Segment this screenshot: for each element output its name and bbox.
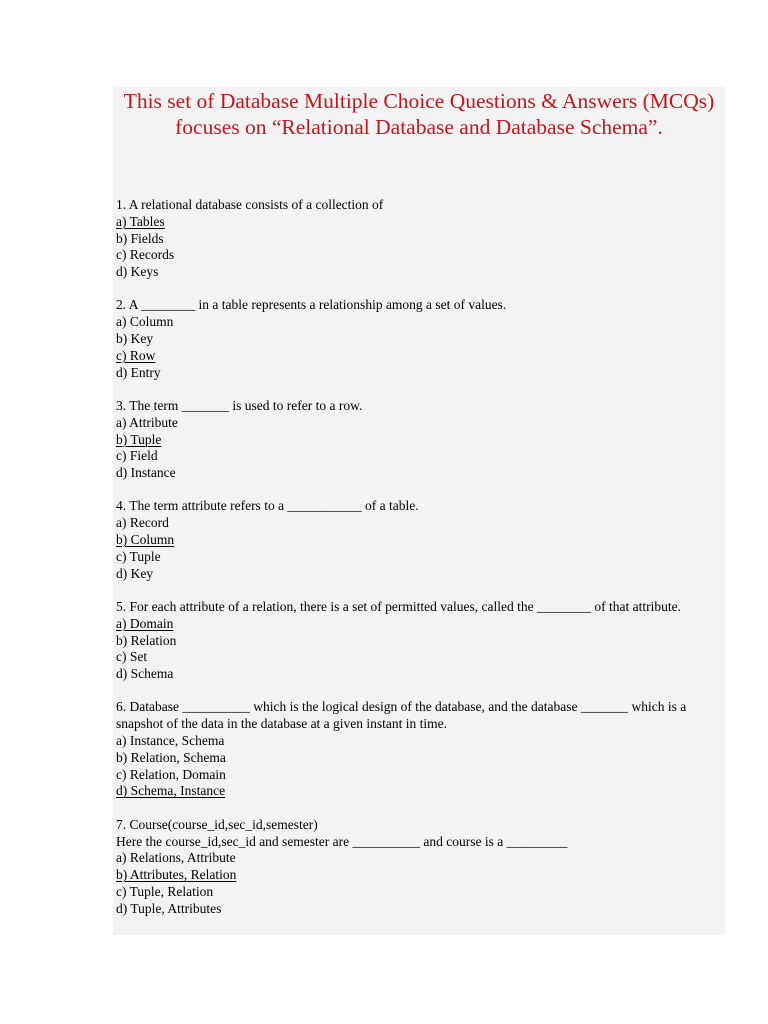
question-text: 4. The term attribute refers to a ___________ of a table. xyxy=(116,498,419,514)
answer-option: b) Relation xyxy=(116,632,177,648)
answer-option: c) Set xyxy=(116,649,148,665)
answer-option: a) Relations, Attribute xyxy=(116,850,236,866)
question-item xyxy=(116,197,716,281)
document-title: This set of Database Multiple Choice Questions & Answers (MCQs) focuses on “Relational Database and Database Schema”. xyxy=(123,89,715,139)
question-item xyxy=(116,699,716,800)
question-item xyxy=(116,398,716,482)
answer-option: b) Fields xyxy=(116,230,164,246)
answer-option: d) Tuple, Attributes xyxy=(116,900,222,916)
question-text: 2. A ________ in a table represents a relationship among a set of values. xyxy=(116,297,507,313)
correct-answer-option: a) Tables xyxy=(116,213,165,229)
answer-option: d) Schema xyxy=(116,666,174,682)
correct-answer-option: b) Attributes, Relation xyxy=(116,867,237,883)
question-text: 5. For each attribute of a relation, there is a set of permitted values, called the ________ of that attribute. xyxy=(116,598,681,614)
answer-option: c) Field xyxy=(116,448,158,464)
answer-option: d) Instance xyxy=(116,465,176,481)
question-text: Here the course_id,sec_id and semester are __________ and course is a _________ xyxy=(116,833,568,849)
question-item xyxy=(116,599,716,683)
question-list xyxy=(116,197,716,917)
question-text: 6. Database __________ which is the logical design of the database, and the database _______ which is a snapshot of the data in the database at a given instant in time. xyxy=(116,699,687,732)
answer-option: d) Keys xyxy=(116,264,159,280)
question-text: 7. Course(course_id,sec_id,semester) xyxy=(116,816,318,832)
correct-answer-option: a) Domain xyxy=(116,615,174,631)
answer-option: a) Record xyxy=(116,515,169,531)
question-item xyxy=(116,498,716,582)
answer-option: c) Tuple, Relation xyxy=(116,883,214,899)
answer-option: b) Key xyxy=(116,331,154,347)
answer-option: a) Instance, Schema xyxy=(116,733,225,749)
correct-answer-option: d) Schema, Instance xyxy=(116,783,226,799)
answer-option: a) Attribute xyxy=(116,414,178,430)
answer-option: c) Records xyxy=(116,247,175,263)
answer-option: d) Entry xyxy=(116,364,161,380)
correct-answer-option: c) Row xyxy=(116,347,156,363)
question-item xyxy=(116,817,716,918)
answer-option: b) Relation, Schema xyxy=(116,749,226,765)
question-text: 3. The term _______ is used to refer to a row. xyxy=(116,397,363,413)
correct-answer-option: b) Tuple xyxy=(116,431,162,447)
answer-option: d) Key xyxy=(116,565,154,581)
question-text: 1. A relational database consists of a collection of xyxy=(116,197,384,212)
question-item xyxy=(116,297,716,381)
correct-answer-option: b) Column xyxy=(116,532,175,548)
answer-option: a) Column xyxy=(116,314,174,330)
answer-option: c) Relation, Domain xyxy=(116,766,226,782)
answer-option: c) Tuple xyxy=(116,548,161,564)
